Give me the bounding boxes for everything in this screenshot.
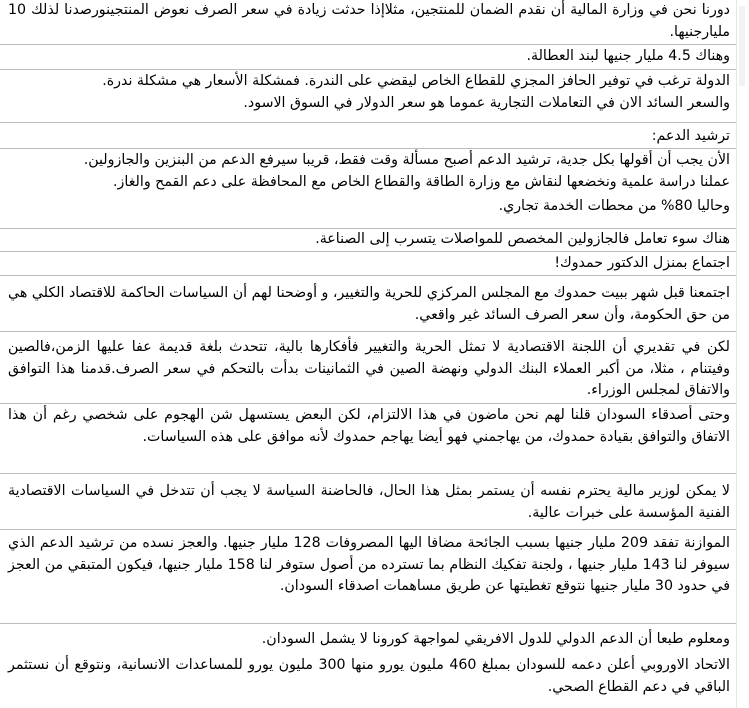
- separator: [0, 148, 736, 149]
- paragraph-international-support: ومعلوم طبعا أن الدعم الدولي للدول الافريقي لمواجهة كورونا لا يشمل السودان.: [261, 631, 730, 647]
- separator: [0, 44, 736, 45]
- separator: [0, 331, 736, 332]
- section-heading-meeting: اجتماع بمنزل الدكتور حمدوك!: [554, 255, 730, 271]
- separator: [0, 473, 736, 474]
- separator: [0, 623, 736, 624]
- paragraph-stations: وحاليا 80% من محطات الخدمة تجاري.: [498, 198, 730, 214]
- separator: [0, 403, 736, 404]
- paragraph-finance-minister: لا يمكن لوزير مالية يحترم نفسه أن يستمر بمثل هذا الحال، فالحاضنة السياسة لا يجب أن تتدخل في السياسات الاقتصادية الفنية المؤسسة على خبرات عالية.: [8, 483, 730, 521]
- separator: [0, 275, 736, 276]
- section-heading-subsidy: ترشيد الدعم:: [651, 128, 730, 144]
- paragraph-unemployment: وهناك 4.5 مليار جنيها لبند العطالة.: [526, 48, 730, 64]
- paragraph-friends-of-sudan: وحتى أصدقاء السودان قلنا لهم نحن ماضون في هذا الالتزام، لكن البعض يستسهل شن الهجوم على شخصي رغم أن هذا الاتفاق والتوافق بقيادة حمدوك، من يهاجمني فهو أيضا يهاجم حمدوك لأنه موافق على هذه السياسات.: [8, 407, 730, 445]
- paragraph-budget: الموازنة تفقد 209 مليار جنيها بسبب الجائحة مضافا اليها المصروفات 128 مليار جنيها. والعجز نسده من ترشيد الدعم الذي سيوفر لنا 143 مليار جنيها ، ولجنة تفكيك النظام بما تسترده من أصول ستوفر لنا 158 مليار جنيها، فيكون المتبقي من العجز في حدود 30 مليار جنيها نتوقع تغطيتها عن طريق مساهمات اصدقاء السودان.: [8, 535, 730, 594]
- separator: [0, 251, 736, 252]
- paragraph-eu-support: الاتحاد الاوروبي أعلن دعمه للسودان بمبلغ 460 مليون يورو منها 300 مليون يورو للمساعدات الانسانية، ونتوقع أن نستثمر الباقي في دعم القطاع الصحي.: [8, 657, 731, 695]
- separator: [0, 69, 736, 70]
- paragraph-economic-committee: لكن في تقديري أن اللجنة الاقتصادية لا تمثل الحرية والتغيير فأفكارها بالية، تتحدث بلغة قديمة عفا عليها الزمن،فالصين وفيتنام ، مثلا، من أكبر العملاء البنك الدولي ونهضة الصين في الثمانينات بدأت بالتحكم في سعر الصرف.قدمنا هذا التوافق والاتفاق لمجلس الوزراء.: [8, 339, 730, 398]
- paragraph-subsidy-removal: الأن يجب أن أقولها بكل جدية، ترشيد الدعم أصبح مسألة وقت فقط، قريبا سيرفع الدعم من البنزين والجازولين.: [83, 152, 730, 168]
- scroll-track[interactable]: [736, 0, 749, 708]
- separator: [0, 529, 736, 530]
- scroll-thumb[interactable]: [739, 6, 745, 86]
- paragraph-study: عملنا دراسة علمية ونخضعها لنقاش مع وزارة الطاقة والقطاع الخاص مع المحافظة على دعم القمح والغاز.: [113, 174, 730, 190]
- paragraph-gasoline-leak: هناك سوء تعامل فالجازولين المخصص للمواصلات يتسرب إلى الصناعة.: [315, 231, 730, 247]
- paragraph-producers-guarantee: دورنا نحن في وزارة المالية أن نقدم الضمان للمنتجين، مثلاإذا حدثت زيادة في سعر الصرف نعوض المنتجينورصدنا لذلك 10 مليارجنيها.: [8, 2, 730, 40]
- paragraph-black-market: والسعر السائد الان في التعاملات التجارية عموما هو سعر الدولار في السوق الاسود.: [243, 95, 730, 111]
- paragraph-meeting: اجتمعنا قبل شهر ببيت حمدوك مع المجلس المركزي للحرية والتغيير، و أوضحنا لهم أن السياسات الحاكمة للاقتصاد الكلي هي من حق الحكومة، وأن سعر الصرف السائد غير واقعي.: [8, 285, 730, 323]
- paragraph-private-sector: الدولة ترغب في توفير الحافز المجزي للقطاع الخاص ليقضي على الندرة. فمشكلة الأسعار هي مشكلة ندرة.: [102, 73, 730, 89]
- separator: [0, 122, 736, 123]
